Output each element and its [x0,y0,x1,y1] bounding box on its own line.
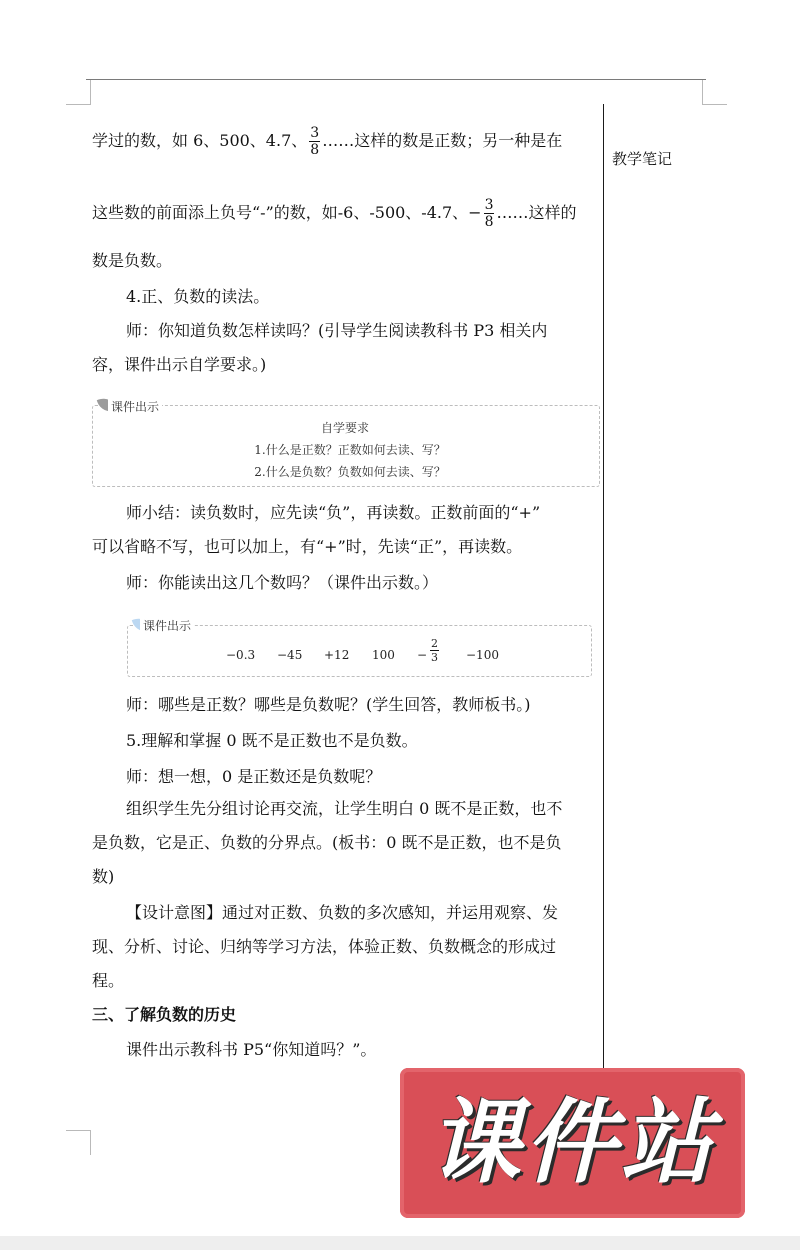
bottom-bar [0,1236,800,1250]
watermark-stamp [400,1068,745,1218]
fraction-denominator: 3 [431,651,438,664]
header-rule [86,79,706,80]
paragraph-text: 数) [92,867,115,886]
fraction-numerator: 3 [484,197,494,213]
number-item: −100 [466,648,499,662]
paragraph-text: 可以省略不写，也可以加上，有“+”时，先读“正”，再读数。 [92,537,523,556]
watermark-text: 课件站 [428,1089,717,1196]
subheading-reading: 4.正、负数的读法。 [126,287,270,306]
number-item: − [417,648,428,662]
fraction-denominator: 8 [310,142,320,158]
self-study-question: 2.什么是负数？负数如何去读、写？ [254,465,446,479]
section-heading: 三、了解负数的历史 [92,1005,237,1024]
fraction-numerator: 2 [431,637,438,650]
subheading-zero: 5.理解和掌握 0 既不是正数也不是负数。 [126,731,418,750]
paragraph-text: 师：你知道负数怎样读吗？(引导学生阅读教科书 P3 相关内 [126,321,548,340]
self-study-title: 自学要求 [320,421,369,435]
text-segment: ……这样的数是正数；另一种是在 [322,131,563,150]
text-segment: ……这样的 [496,203,577,222]
paragraph-text: 程。 [92,971,125,990]
fraction-numerator: 3 [310,125,320,141]
paragraph-text: 课件出示教科书 P5“你知道吗？”。 [126,1040,377,1059]
text-segment: 这些数的前面添上负号“-”的数，如-6、-500、-4.7、− [92,203,482,222]
fraction [309,125,320,158]
text-segment: 学过的数，如 6、500、4.7、 [92,131,308,150]
courseware-label: 课件出示 [108,398,162,415]
crop-mark-top-right [702,80,727,105]
paragraph-text: 师：哪些是正数？哪些是负数呢？(学生回答，教师板书。) [126,695,531,714]
number-item: +12 [324,648,350,662]
paragraph-text: 师小结：读负数时，应先读“负”，再读数。正数前面的“+” [126,503,541,522]
paragraph-text: 现、分析、讨论、归纳等学习方法，体验正数、负数概念的形成过 [92,937,557,956]
courseware-label: 课件出示 [140,617,194,634]
paragraph-text: 容，课件出示自学要求。) [92,355,267,374]
paragraph-text: 数是负数。 [92,251,173,270]
self-study-question: 1.什么是正数？正数如何去读、写？ [254,443,446,457]
crop-mark-bottom-left [66,1130,91,1155]
teaching-notes-label: 教学笔记 [612,150,673,168]
fraction [428,637,441,664]
number-item: −45 [277,648,303,662]
paragraph-positive-numbers [92,125,598,158]
fraction-denominator: 8 [484,214,494,230]
paragraph-text: 组织学生先分组讨论再交流，让学生明白 0 既不是正数，也不 [126,799,563,818]
paragraph-text: 师：想一想，0 是正数还是负数呢？ [126,767,382,786]
margin-divider [603,104,604,1072]
paragraph-text: 师：你能读出这几个数吗？（课件出示数。） [126,573,439,592]
paragraph-negative-numbers [92,197,598,230]
number-item: 100 [372,648,395,662]
design-intent: 【设计意图】通过对正数、负数的多次感知，并运用观察、发 [126,903,559,922]
paragraph-text: 是负数，它是正、负数的分界点。(板书：0 既不是正数，也不是负 [92,833,562,852]
crop-mark-top-left [66,80,91,105]
courseware-box-numbers [127,625,592,677]
fraction [484,197,495,230]
number-item: −0.3 [226,648,256,662]
